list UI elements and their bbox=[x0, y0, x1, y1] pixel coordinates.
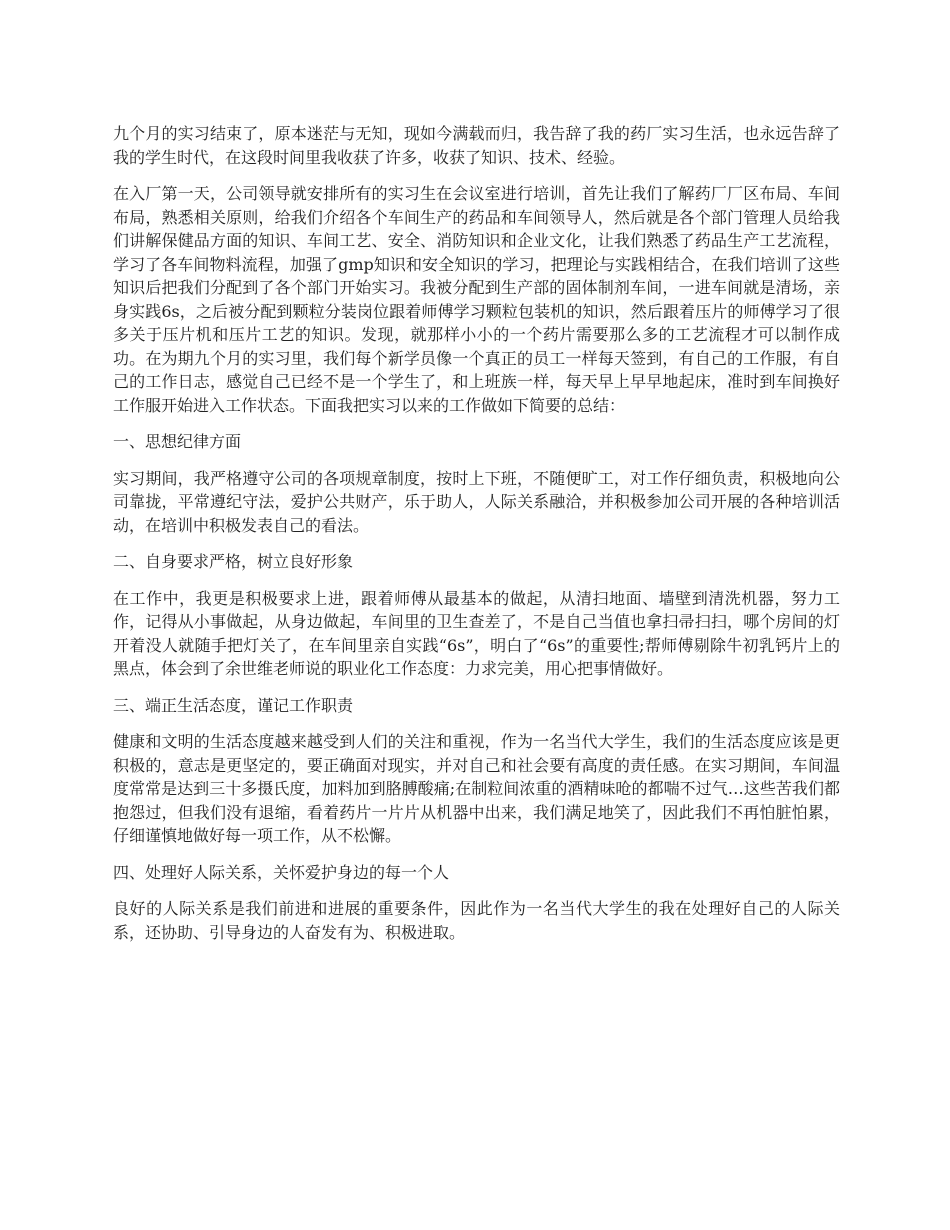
paragraph-life-attitude: 健康和文明的生活态度越来越受到人们的关注和重视，作为一名当代大学生，我们的生活态度应该是更积极的，意志是更坚定的，要正确面对现实，并对自己和社会要有高度的责任感。在实习期间，车间温度常常是达到三十多摄氏度，加料加到胳膊酸痛;在制粒间浓重的酒精味呛的都喘不过气…这些苦我们都抱怨过，但我们没有退缩，看着药片一片片从机器中出来，我们满足地笑了，因此我们不再怕脏怕累，仔细谨慎地做好每一项工作，从不松懈。 bbox=[113, 732, 840, 845]
paragraph-relationships: 良好的人际关系是我们前进和进展的重要条件，因此作为一名当代大学生的我在处理好自己的人际关系，还协助、引导身边的人奋发有为、积极进取。 bbox=[113, 899, 840, 942]
section-heading-self-requirement: 二、自身要求严格，树立良好形象 bbox=[113, 552, 354, 571]
paragraph-intro: 九个月的实习结束了，原本迷茫与无知，现如今满载而归，我告辞了我的药厂实习生活，也永远告辞了我的学生时代，在这段时间里我收获了许多，收获了知识、技术、经验。 bbox=[113, 124, 840, 167]
paragraph-discipline: 实习期间，我严格遵守公司的各项规章制度，按时上下班，不随便旷工，对工作仔细负责，积极地向公司靠拢，平常遵纪守法，爱护公共财产，乐于助人，人际关系融洽，并积极参加公司开展的各种培训活动，在培训中积极发表自己的看法。 bbox=[113, 468, 840, 535]
section-heading-relationships: 四、处理好人际关系，关怀爱护身边的每一个人 bbox=[113, 862, 450, 882]
section-heading-discipline: 一、思想纪律方面 bbox=[113, 432, 242, 451]
paragraph-training: 在入厂第一天，公司领导就安排所有的实习生在会议室进行培训，首先让我们了解药厂厂区布局、车间布局，熟悉相关原则，给我们介绍各个车间生产的药品和车间领导人，然后就是各个部门管理人员给我们讲解保健品方面的知识、车间工艺、安全、消防知识和企业文化，让我们熟悉了药品生产工艺流程，学习了各车间物料流程，加强了gmp知识和安全知识的学习，把理论与实践相结合，在我们培训了这些知识后把我们分配到了各个部门开始实习。我被分配到生产部的固体制剂车间，一进车间就是清场，亲身实践6s，之后被分配到颗粒分装岗位跟着师傅学习颗粒包装机的知识，然后跟着压片的师傅学习了很多关于压片机和压片工艺的知识。发现，就那样小小的一个药片需要那么多的工艺流程才可以制作成功。在为期九个月的实习里，我们每个新学员像一个真正的员工一样每天签到，有自己的工作服，有自己的工作日志，感觉自己已经不是一个学生了，和上班族一样，每天早上早早地起床，准时到车间换好工作服开始进入工作状态。下面我把实习以来的工作做如下简要的总结： bbox=[113, 184, 840, 415]
section-heading-life-attitude: 三、端正生活态度，谨记工作职责 bbox=[113, 695, 354, 715]
document-body bbox=[113, 122, 840, 957]
paragraph-self-requirement: 在工作中，我更是积极要求上进，跟着师傅从最基本的做起，从清扫地面、墙壁到清洗机器，努力工作，记得从小事做起，从身边做起，车间里的卫生查差了，不是自己当值也拿扫帚扫扫，哪个房间的灯开着没人就随手把灯关了，在车间里亲自实践“6s”，明白了“6s”的重要性;帮师傅剔除牛初乳钙片上的黑点，体会到了余世维老师说的职业化工作态度：力求完美，用心把事情做好。 bbox=[113, 588, 840, 678]
